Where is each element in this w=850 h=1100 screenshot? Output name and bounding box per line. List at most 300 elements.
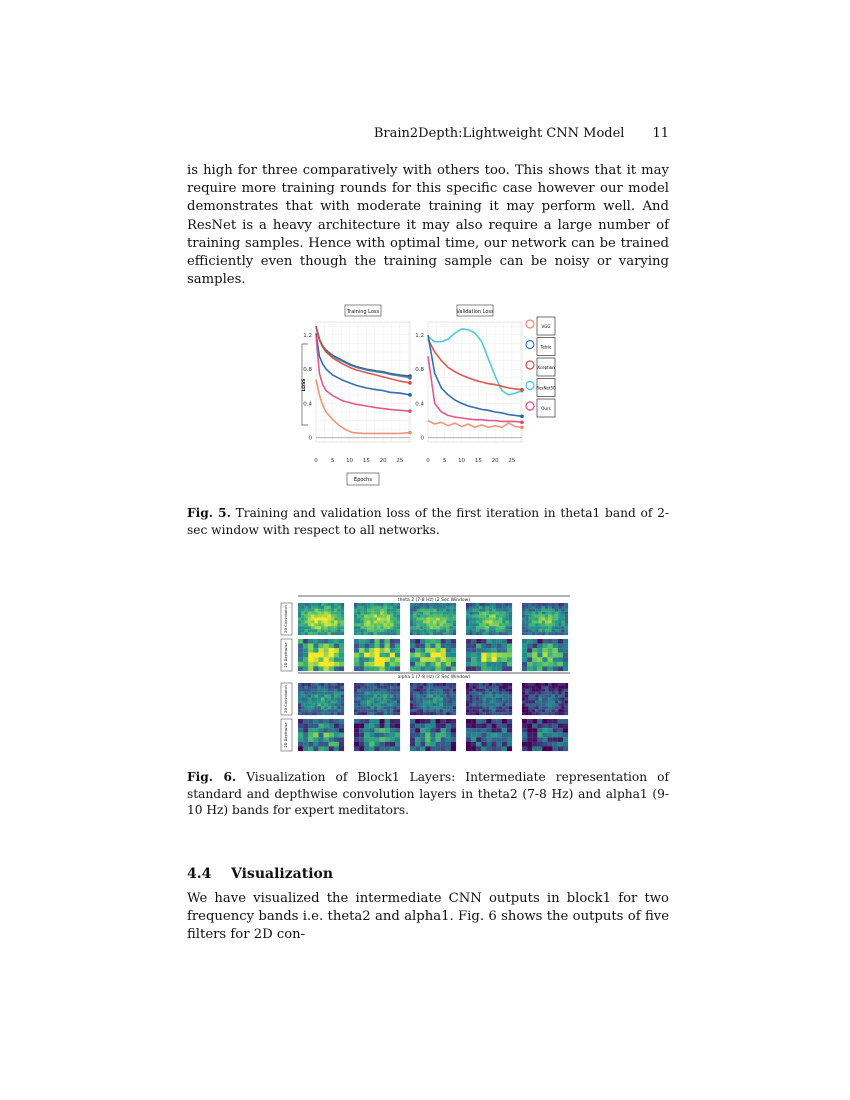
x-tick-label: 10 [346,458,354,464]
map-cell [532,733,537,738]
map-cell [548,629,551,632]
map-cell [532,703,535,706]
map-cell [321,706,324,709]
map-cell [440,603,443,606]
series-end-marker [408,431,412,435]
map-cell [453,612,456,615]
map-cell [397,623,400,626]
map-cell [313,733,318,738]
map-cell [329,639,334,644]
map-cell [430,606,433,609]
map-cell [314,706,317,709]
map-cell [440,615,443,618]
map-cell [318,724,323,729]
map-cell [334,700,337,703]
map-cell [331,698,334,701]
map-cell [522,615,525,618]
map-cell [497,746,502,751]
map-cell [380,724,385,729]
map-cell [314,629,317,632]
map-cell [374,648,379,653]
map-cell [374,692,377,695]
map-cell [395,724,400,729]
map-cell [555,689,558,692]
map-cell [552,620,555,623]
map-cell [502,719,507,724]
map-cell [354,626,357,629]
map-cell [433,712,436,715]
map-cell [496,683,499,686]
map-cell [430,623,433,626]
map-cell [496,709,499,712]
map-cell [537,639,542,644]
map-cell [380,612,383,615]
map-cell [479,609,482,612]
map-cell [538,712,541,715]
map-cell [361,689,364,692]
map-cell [535,618,538,621]
map-cell [390,686,393,689]
map-cell [446,712,449,715]
map-cell [479,603,482,606]
map-cell [314,626,317,629]
map-cell [423,706,426,709]
map-cell [502,698,505,701]
map-cell [522,620,525,623]
map-cell [430,618,433,621]
map-cell [449,703,452,706]
map-cell [453,629,456,632]
map-cell [553,737,558,742]
map-cell [443,626,446,629]
map-cell [357,698,360,701]
map-cell [390,703,393,706]
map-cell [369,666,374,671]
map-cell [489,706,492,709]
map-cell [552,609,555,612]
map-cell [410,683,413,686]
map-cell [443,695,446,698]
map-cell [430,719,435,724]
map-cell [339,639,344,644]
map-cell [486,746,491,751]
map-cell [436,618,439,621]
map-cell [542,724,547,729]
map-cell [499,709,502,712]
map-cell [482,709,485,712]
map-cell [509,632,512,635]
map-cell [486,728,491,733]
map-cell [542,719,547,724]
map-cell [476,657,481,662]
map-cell [380,662,385,667]
map-cell [397,606,400,609]
map-cell [410,632,413,635]
map-cell [298,703,301,706]
map-cell [563,724,568,729]
map-cell [415,719,420,724]
map-cell [314,615,317,618]
map-cell [328,683,331,686]
map-cell [537,733,542,738]
map-cell [433,603,436,606]
map-cell [446,612,449,615]
map-cell [301,615,304,618]
map-cell [331,692,334,695]
map-cell [364,606,367,609]
map-cell [502,653,507,658]
map-cell [426,686,429,689]
map-cell [324,662,329,667]
map-cell [313,719,318,724]
map-cell [328,612,331,615]
map-cell [542,728,547,733]
map-cell [446,737,451,742]
map-cell [552,700,555,703]
map-cell [308,695,311,698]
map-cell [417,618,420,621]
map-cell [334,629,337,632]
map-cell [410,615,413,618]
map-cell [339,662,344,667]
map-cell [486,695,489,698]
map-cell [318,698,321,701]
map-cell [413,683,416,686]
map-cell [387,712,390,715]
map-cell [374,629,377,632]
map-cell [334,626,337,629]
map-cell [298,603,301,606]
map-cell [436,686,439,689]
map-cell [542,626,545,629]
map-cell [415,662,420,667]
map-cell [430,703,433,706]
map-cell [393,703,396,706]
map-cell [492,620,495,623]
map-cell [380,719,385,724]
map-cell [380,609,383,612]
map-cell [443,603,446,606]
map-cell [318,603,321,606]
map-cell [479,695,482,698]
map-cell [443,629,446,632]
map-cell [522,695,525,698]
map-cell [410,618,413,621]
map-cell [370,712,373,715]
map-cell [497,662,502,667]
map-cell [397,709,400,712]
feature-map [298,603,344,635]
map-cell [425,662,430,667]
map-cell [532,712,535,715]
map-cell [301,618,304,621]
map-cell [430,700,433,703]
map-cell [298,653,303,658]
map-cell [443,618,446,621]
map-cell [359,746,364,751]
map-cell [426,629,429,632]
map-cell [324,648,329,653]
map-cell [369,737,374,742]
map-cell [489,632,492,635]
map-cell [328,686,331,689]
map-cell [545,629,548,632]
map-cell [446,606,449,609]
map-cell [410,712,413,715]
map-cell [417,683,420,686]
map-cell [486,742,491,747]
figure-5-chart [290,300,560,495]
map-cell [555,703,558,706]
y-tick-label: 1.2 [303,332,312,339]
map-cell [486,712,489,715]
map-cell [525,692,528,695]
map-cell [492,653,497,658]
map-cell [385,728,390,733]
map-cell [301,700,304,703]
map-cell [525,689,528,692]
map-cell [489,603,492,606]
map-cell [420,700,423,703]
map-cell [441,746,446,751]
map-cell [329,657,334,662]
map-cell [499,698,502,701]
map-cell [374,662,379,667]
map-cell [364,620,367,623]
map-cell [425,728,430,733]
map-cell [443,706,446,709]
map-cell [397,698,400,701]
map-cell [466,698,469,701]
map-cell [522,639,527,644]
map-cell [337,615,340,618]
map-cell [440,620,443,623]
map-cell [469,709,472,712]
map-cell [563,666,568,671]
map-cell [509,695,512,698]
map-cell [305,683,308,686]
map-cell [367,709,370,712]
map-cell [555,712,558,715]
map-cell [311,626,314,629]
map-cell [532,653,537,658]
map-cell [337,609,340,612]
map-cell [367,620,370,623]
map-cell [426,615,429,618]
map-cell [529,615,532,618]
map-cell [370,623,373,626]
map-cell [476,698,479,701]
map-cell [545,700,548,703]
map-cell [337,612,340,615]
map-cell [532,632,535,635]
map-cell [565,683,568,686]
map-cell [558,632,561,635]
map-cell [318,639,323,644]
map-cell [341,703,344,706]
map-cell [509,712,512,715]
map-cell [509,700,512,703]
map-cell [395,728,400,733]
map-cell [486,689,489,692]
map-cell [446,689,449,692]
map-cell [497,719,502,724]
map-cell [305,606,308,609]
map-cell [324,700,327,703]
map-cell [377,618,380,621]
map-cell [385,648,390,653]
map-cell [369,644,374,649]
map-cell [341,700,344,703]
map-cell [305,695,308,698]
map-cell [303,653,308,658]
map-cell [479,683,482,686]
map-cell [364,698,367,701]
map-cell [453,706,456,709]
map-cell [496,703,499,706]
map-cell [337,632,340,635]
map-cell [492,709,495,712]
map-cell [357,629,360,632]
map-cell [380,626,383,629]
map-cell [449,626,452,629]
map-cell [486,698,489,701]
map-cell [545,698,548,701]
map-cell [436,733,441,738]
map-cell [449,686,452,689]
map-cell [318,733,323,738]
map-cell [324,689,327,692]
map-cell [473,712,476,715]
map-cell [384,603,387,606]
map-cell [420,698,423,701]
map-cell [308,737,313,742]
map-cell [505,706,508,709]
map-cell [471,733,476,738]
legend-label: ResNet50 [536,385,556,391]
map-cell [537,724,542,729]
map-cell [538,695,541,698]
map-cell [476,703,479,706]
map-cell [301,683,304,686]
map-cell [446,683,449,686]
map-cell [446,742,451,747]
map-cell [314,603,317,606]
map-cell [298,689,301,692]
map-cell [298,662,303,667]
map-cell [339,648,344,653]
map-cell [443,620,446,623]
map-cell [298,612,301,615]
map-cell [538,689,541,692]
map-cell [321,612,324,615]
map-cell [532,683,535,686]
map-cell [476,620,479,623]
map-cell [377,692,380,695]
map-cell [308,626,311,629]
map-cell [507,742,512,747]
map-cell [486,606,489,609]
map-cell [305,629,308,632]
map-cell [479,712,482,715]
map-cell [529,629,532,632]
map-cell [492,662,497,667]
map-cell [423,626,426,629]
map-cell [298,629,301,632]
map-cell [387,683,390,686]
map-cell [466,609,469,612]
map-cell [331,689,334,692]
map-cell [357,606,360,609]
feature-map [354,683,400,715]
map-cell [305,632,308,635]
map-cell [380,615,383,618]
map-cell [301,692,304,695]
map-cell [527,737,532,742]
figure-5-caption [187,505,669,538]
map-cell [436,719,441,724]
map-cell [390,620,393,623]
map-cell [380,620,383,623]
map-cell [380,733,385,738]
map-cell [446,686,449,689]
map-cell [548,603,551,606]
map-cell [390,742,395,747]
map-cell [357,706,360,709]
map-cell [393,700,396,703]
map-cell [364,644,369,649]
map-cell [446,733,451,738]
map-cell [334,615,337,618]
map-cell [430,620,433,623]
map-cell [364,695,367,698]
map-cell [440,686,443,689]
map-cell [377,609,380,612]
map-cell [361,618,364,621]
map-cell [486,700,489,703]
map-cell [555,695,558,698]
map-cell [331,629,334,632]
map-cell [430,603,433,606]
map-cell [367,712,370,715]
map-cell [492,692,495,695]
x-tick-label: 0 [426,458,430,464]
map-cell [542,603,545,606]
map-cell [413,700,416,703]
map-cell [374,737,379,742]
map-cell [532,742,537,747]
map-cell [548,666,553,671]
map-cell [334,742,339,747]
map-cell [370,686,373,689]
map-cell [423,612,426,615]
map-cell [473,606,476,609]
map-cell [395,733,400,738]
map-cell [321,629,324,632]
map-cell [311,703,314,706]
map-cell [397,706,400,709]
map-cell [565,615,568,618]
map-cell [334,618,337,621]
map-cell [337,695,340,698]
map-cell [469,615,472,618]
map-cell [380,692,383,695]
map-cell [451,742,456,747]
map-cell [509,623,512,626]
map-cell [479,692,482,695]
map-cell [423,623,426,626]
map-cell [529,700,532,703]
